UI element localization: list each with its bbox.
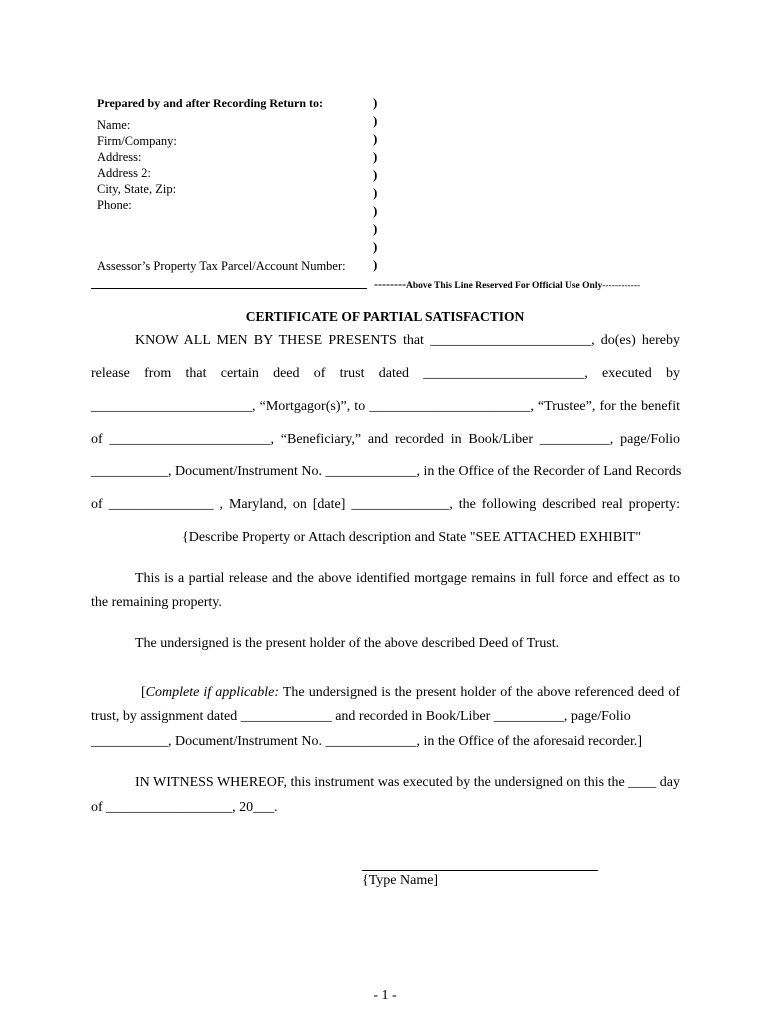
name-label: Name: (97, 118, 131, 132)
firm-company-label: Firm/Company: (97, 134, 177, 148)
parcel-number-line (91, 288, 367, 289)
reserved-text: Above This Line Reserved For Official Use Only (405, 281, 603, 291)
reserved-dash: -------- (374, 277, 406, 291)
bracket-paren: ) (373, 113, 378, 128)
body-line: of _______________________, “Beneficiary,” and recorded in Book/Liber __________, page/Folio (91, 432, 680, 447)
prepared-by-heading: Prepared by and after Recording Return to: (97, 96, 323, 110)
document-title: CERTIFICATE OF PARTIAL SATISFACTION (245, 309, 525, 324)
complete-if-applicable-text: The undersigned is the present holder of the above referenced deed of (279, 685, 680, 700)
bracket-paren: ) (373, 203, 378, 218)
assignment-line: trust, by assignment dated _____________ and recorded in Book/Liber __________, page/Folio (91, 709, 631, 724)
witness-date-line: of __________________, 20___. (91, 800, 278, 815)
reserved-tail: ------------ (602, 281, 641, 291)
partial-release-line: the remaining property. (91, 595, 222, 610)
address-2-label: Address 2: (97, 166, 151, 180)
body-line: ___________, Document/Instrument No. _____________, in the Office of the Recorder of Land Records (91, 464, 682, 479)
bracket-paren: ) (373, 257, 378, 272)
witness-line: IN WITNESS WHEREOF, this instrument was executed by the undersigned on this the ____ day (135, 775, 680, 790)
reserved-official-use-note (374, 277, 640, 292)
bracket-paren: ) (373, 239, 378, 254)
bracket-paren: ) (373, 131, 378, 146)
bracket-paren: ) (373, 185, 378, 200)
signature-line (362, 870, 598, 871)
bracket-paren: ) (373, 167, 378, 182)
address-label: Address: (97, 150, 142, 164)
body-line: of _______________ , Maryland, on [date] ______________, the following described real property: (91, 497, 680, 512)
body-line: release from that certain deed of trust dated _______________________, executed by (91, 366, 680, 381)
phone-label: Phone: (97, 198, 132, 212)
complete-if-applicable-line (141, 685, 680, 701)
bracket-paren: ) (373, 221, 378, 236)
holder-statement: The undersigned is the present holder of the above described Deed of Trust. (135, 636, 560, 651)
assessor-parcel-label: Assessor’s Property Tax Parcel/Account Number: (97, 259, 346, 273)
partial-release-line: This is a partial release and the above identified mortgage remains in full force and effect as to (135, 571, 680, 586)
body-line: KNOW ALL MEN BY THESE PRESENTS that _______________________, do(es) hereby (135, 333, 680, 348)
city-state-zip-label: City, State, Zip: (97, 182, 177, 196)
bracket-paren: ) (373, 149, 378, 164)
complete-if-applicable-label: Complete if applicable: (145, 685, 280, 700)
page-number: - 1 - (373, 988, 397, 1003)
body-line: _______________________, “Mortgagor(s)”, to _______________________, “Trustee”, for the benefit (91, 399, 680, 414)
open-bracket: [ (141, 685, 146, 700)
signature-name: {Type Name] (362, 873, 439, 888)
bracket-paren: ) (373, 95, 378, 110)
describe-property-note: {Describe Property or Attach description and State "SEE ATTACHED EXHIBIT" (182, 530, 642, 545)
assignment-line: ___________, Document/Instrument No. _____________, in the Office of the aforesaid recorder.] (91, 734, 643, 749)
